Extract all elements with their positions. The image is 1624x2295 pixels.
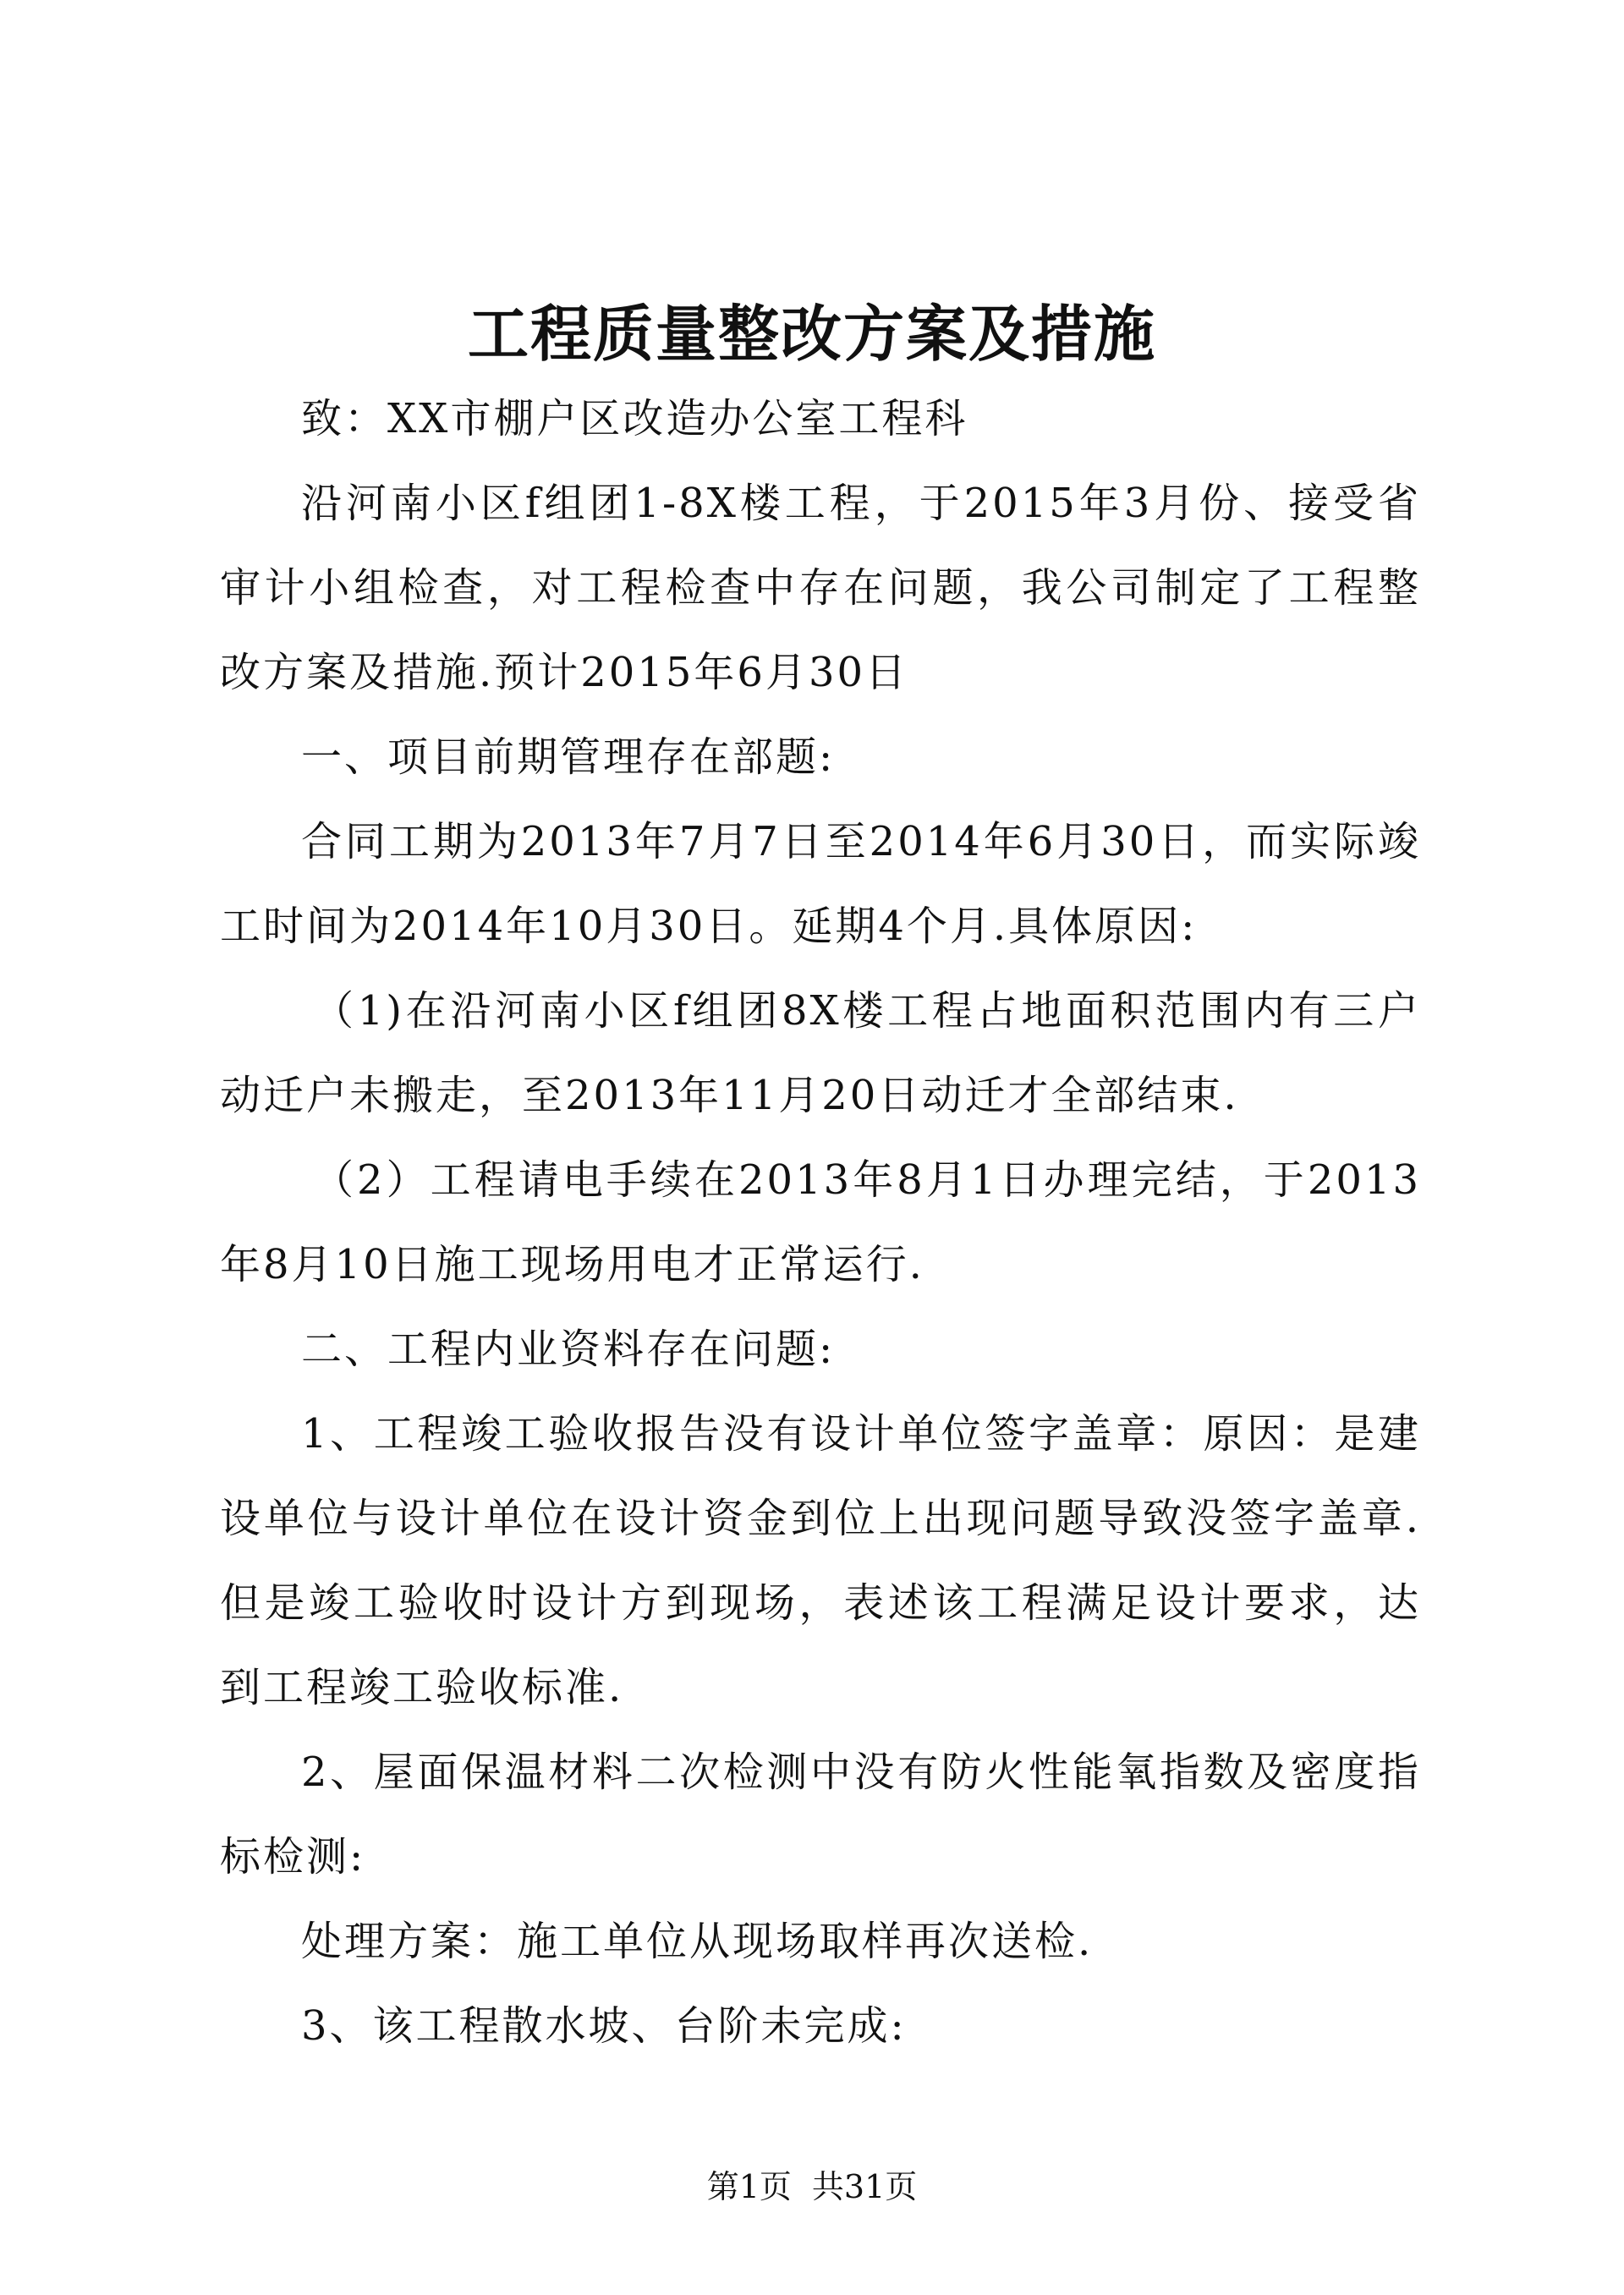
addressee-line: 致：XX市棚户区改造办公室工程科 [301, 395, 968, 442]
document-body [220, 376, 1421, 2068]
reason-item-1: （1)在沿河南小区f组团8X楼工程占地面积范围内有三户动迁户未搬走，至2013年11月20日动迁才全部结束. [220, 987, 1421, 1119]
page-footer [0, 2161, 1624, 2212]
treatment-plan: 处理方案：施工单位从现场取样再次送检. [301, 1918, 1094, 1965]
issue-item-3: 3、该工程散水坡、台阶未完成: [301, 2002, 907, 2050]
schedule-paragraph: 合同工期为2013年7月7日至2014年6月30日，而实际竣工时间为2014年10月30日。延期4个月.具体原因: [220, 818, 1421, 950]
intro-paragraph: 沿河南小区f组团1-8X楼工程，于2015年3月份、接受省审计小组检查，对工程检查中存在问题，我公司制定了工程整改方案及措施.预计2015年6月30日 [220, 480, 1421, 696]
reason-item-2: （2）工程请电手续在2013年8月1日办理完结，于2013年8月10日施工现场用电才正常运行. [220, 1156, 1421, 1288]
document-title: 工程质量整改方案及措施 [467, 298, 1156, 370]
page-number: 第1页 [706, 2168, 792, 2205]
issue-item-1: 1、工程竣工验收报告没有设计单位签字盖章：原因：是建设单位与设计单位在设计资金到位上出现问题导致没签字盖章.但是竣工验收时设计方到现场，表述该工程满足设计要求，达到工程竣工验收标准. [220, 1410, 1421, 1711]
issue-item-2: 2、屋面保温材料二次检测中没有防火性能氧指数及密度指标检测: [220, 1749, 1421, 1880]
section-heading-2: 二、工程内业资料存在问题: [301, 1326, 836, 1373]
section-heading-1: 一、项目前期管理存在部题: [301, 733, 836, 781]
page-total: 共31页 [811, 2168, 918, 2205]
